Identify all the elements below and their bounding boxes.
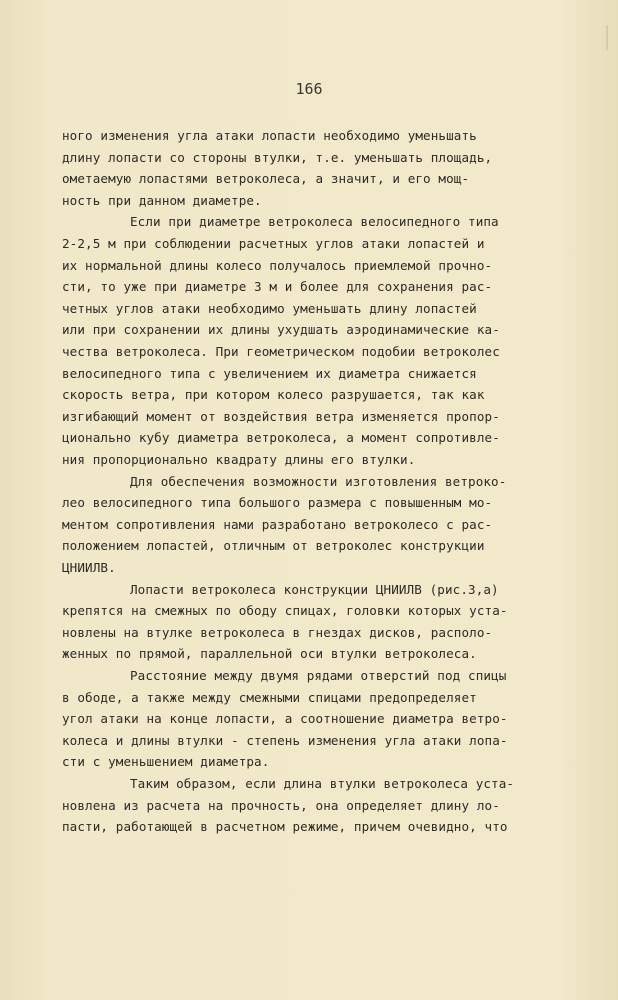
- text-line: ометаемую лопастями ветроколеса, а значит, и его мощ-: [62, 171, 470, 187]
- text-line: ного изменения угла атаки лопасти необходимо уменьшать: [62, 128, 477, 143]
- text-line: Таким образом, если длина втулки ветроколеса уста-: [130, 776, 515, 791]
- text-line: четных углов атаки необходимо уменьшать длину лопастей: [62, 300, 477, 316]
- text-line: положением лопастей, отличным от ветроколес конструкции: [62, 538, 485, 554]
- text-line: Для обеспечения возможности изготовления ветроко-: [130, 473, 507, 489]
- paper-mark: [606, 25, 608, 50]
- text-line: скорость ветра, при котором колесо разрушается, так как: [62, 387, 485, 403]
- text-line: сти с уменьшением диаметра.: [62, 754, 270, 770]
- text-line: угол атаки на конце лопасти, а соотношение диаметра ветро-: [62, 711, 508, 727]
- text-line: Если при диаметре ветроколеса велосипедного типа: [130, 214, 499, 230]
- text-line: пасти, работающей в расчетном режиме, причем очевидно, что: [62, 819, 508, 835]
- text-line: 2-2,5 м при соблюдении расчетных углов атаки лопастей и: [62, 236, 485, 251]
- text-line: ния пропорционально квадрату длины его втулки.: [62, 452, 416, 467]
- text-line: чества ветроколеса. При геометрическом подобии ветроколес: [62, 344, 500, 359]
- text-line: или при сохранении их длины ухудшать аэродинамические ка-: [62, 322, 500, 338]
- text-line: ЦНИИЛВ.: [62, 560, 116, 575]
- text-line: Лопасти ветроколеса конструкции ЦНИИЛВ (рис.3,а): [130, 581, 499, 597]
- text-line: новлена из расчета на прочность, она определяет длину ло-: [62, 797, 500, 813]
- text-line: лео велосипедного типа большого размера с повышенным мо-: [62, 495, 493, 511]
- text-line: ность при данном диаметре.: [62, 192, 262, 208]
- text-line: новлены на втулке ветроколеса в гнездах дисков, располо-: [62, 624, 493, 640]
- text-line: Расстояние между двумя рядами отверстий под спицы: [130, 668, 507, 683]
- text-line: велосипедного типа с увеличением их диаметра снижается: [62, 365, 477, 381]
- text-line: сти, то уже при диаметре 3 м и более для сохранения рас-: [62, 279, 493, 295]
- text-line: ционально кубу диаметра ветроколеса, а момент сопротивле-: [62, 430, 500, 446]
- text-line: женных по прямой, параллельной оси втулки ветроколеса.: [62, 646, 477, 662]
- text-line: длину лопасти со стороны втулки, т.е. уменьшать площадь,: [62, 149, 493, 165]
- text-line: их нормальной длины колесо получалось приемлемой прочно-: [62, 257, 493, 273]
- text-line: в ободе, а также между смежными спицами предопределяет: [62, 689, 477, 705]
- text-line: крепятся на смежных по ободу спицах, головки которых уста-: [62, 603, 508, 619]
- page-number: 166: [295, 80, 323, 98]
- text-line: колеса и длины втулки - степень изменения угла атаки лопа-: [62, 732, 508, 748]
- text-line: ментом сопротивления нами разработано ветроколесо с рас-: [62, 516, 493, 532]
- text-line: изгибающий момент от воздействия ветра изменяется пропор-: [62, 408, 500, 424]
